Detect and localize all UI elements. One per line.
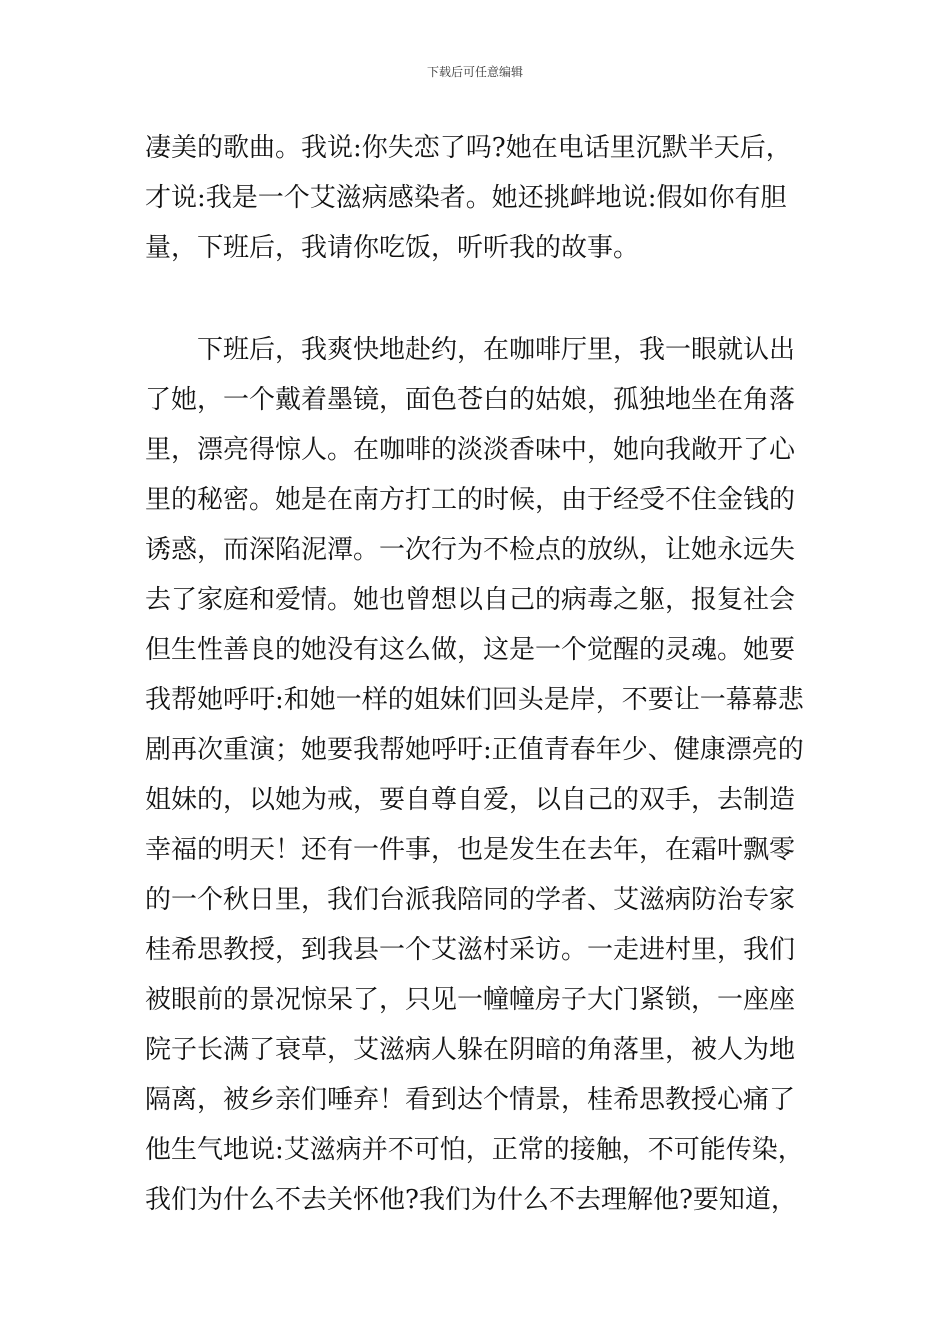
text-line: 里的秘密。她是在南方打工的时候，由于经受不住金钱的 [145,485,796,515]
text-line: 幸福的明天！还有一件事，也是发生在去年，在霜叶飘零 [145,835,796,865]
page-header: 下载后可任意编辑 [426,65,523,79]
paragraph [145,325,815,1225]
text-line: 被眼前的景况惊呆了，只见一幢幢房子大门紧锁，一座座 [145,985,796,1015]
text-line: 诱惑，而深陷泥潭。一次行为不检点的放纵，让她永远失 [145,535,796,565]
text-line: 剧再次重演；她要我帮她呼吁:正值青春年少、健康漂亮的 [145,735,804,765]
paragraph [145,123,815,273]
text-line: 量，下班后，我请你吃饭，听听我的故事。 [145,233,640,263]
text-line: 姐妹的，以她为戒，要自尊自爱，以自己的双手，去制造 [145,785,796,815]
text-line: 下班后，我爽快地赴约，在咖啡厅里，我一眼就认出 [145,335,796,365]
text-line: 我帮她呼吁:和她一样的姐妹们回头是岸，不要让一幕幕悲 [145,685,804,715]
text-line: 隔离，被乡亲们唾弃！看到达个情景，桂希思教授心痛了 [145,1085,796,1115]
text-line: 里，漂亮得惊人。在咖啡的淡淡香味中，她向我敞开了心 [145,435,796,465]
text-line: 才说:我是一个艾滋病感染者。她还挑衅地说:假如你有胆 [145,183,787,213]
text-line: 凄美的歌曲。我说:你失恋了吗?她在电话里沉默半天后， [145,133,792,163]
text-line: 但生性善良的她没有这么做，这是一个觉醒的灵魂。她要 [145,635,796,665]
text-line: 了她，一个戴着墨镜，面色苍白的姑娘，孤独地坐在角落 [145,385,796,415]
text-line: 去了家庭和爱情。她也曾想以自己的病毒之躯，报复社会 [145,585,796,615]
text-line: 的一个秋日里，我们台派我陪同的学者、艾滋病防治专家 [145,885,796,915]
text-line: 他生气地说:艾滋病并不可怕，正常的接触，不可能传染， [145,1135,804,1165]
text-line: 院子长满了衰草，艾滋病人躲在阴暗的角落里，被人为地 [145,1035,796,1065]
text-line: 我们为什么不去关怀他?我们为什么不去理解他?要知道， [145,1185,797,1215]
text-line: 桂希思教授，到我县一个艾滋村采访。一走进村里，我们 [145,935,796,965]
